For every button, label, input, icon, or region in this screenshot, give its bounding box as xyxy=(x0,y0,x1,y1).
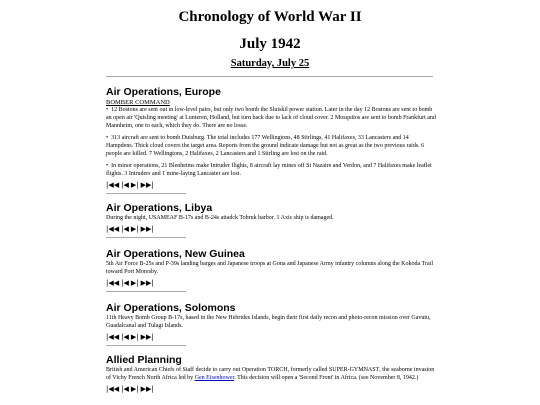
next-icon[interactable]: ▶| xyxy=(130,181,139,189)
bullet-icon: • xyxy=(106,163,109,169)
section-solomons xyxy=(106,302,436,346)
operation-name: SUPER-GYMNAST xyxy=(328,367,380,373)
operation-name: TORCH xyxy=(267,367,288,373)
prev-icon[interactable]: |◀ xyxy=(121,279,129,287)
paragraph: • In minor operations, 21 Blenheims make Intruder flights, 8 aircraft lay mines off St Nazaire and Verdon, and 7 Halifaxes make leaflet flights. 3 Intruders and 1 mine-laying Lancaster are lost. xyxy=(106,163,432,177)
bullet-icon: • xyxy=(106,107,109,113)
section-allied-planning xyxy=(106,354,436,393)
section-heading: Air Operations, Europe xyxy=(106,86,221,98)
next-icon[interactable]: ▶| xyxy=(130,225,139,233)
section-heading: Allied Planning xyxy=(106,354,182,366)
prev-icon[interactable]: |◀ xyxy=(121,385,129,393)
page-title: Chronology of World War II xyxy=(178,9,362,25)
section-europe xyxy=(106,86,436,194)
nav-bar xyxy=(106,181,436,189)
date-title: Saturday, July 25 xyxy=(230,58,310,69)
next-icon[interactable]: ▶| xyxy=(130,279,139,287)
prev-icon[interactable]: |◀ xyxy=(121,225,129,233)
last-icon[interactable]: ▶▶| xyxy=(140,279,154,287)
section-divider xyxy=(106,237,186,238)
section-subheading: BOMBER COMMAND xyxy=(106,99,170,106)
last-icon[interactable]: ▶▶| xyxy=(140,225,154,233)
section-divider xyxy=(106,345,186,346)
last-icon[interactable]: ▶▶| xyxy=(140,333,154,341)
paragraph: • 313 aircraft are sent to bomb Duisburg. The total includes 177 Wellingtons, 48 Stirlings, 41 Halifaxes, 33 Lancasters and 14 Hampdens. Thick cloud covers the target area. Reports from the ground indicate damage but not as great as the two previous raids. 6 people are killed. 7 Wellingtons, 2 Halifaxes, 2 Lancasters and 1 Stirling are lost on the raid. xyxy=(106,135,425,157)
next-icon[interactable]: ▶| xyxy=(130,333,139,341)
first-icon[interactable]: |◀◀ xyxy=(106,181,120,189)
paragraph: British and American Chiefs of Staff decide to carry out Operation TORCH, formerly called SUPER-GYMNAST, the seaborne invasion of Vichy French North Africa led by Gen Eisenhower. This decision will open a 'Second Front' in Africa. (see November 8, 1942.) xyxy=(106,367,435,381)
paragraph: 11th Heavy Bomb Group B-17s, based in the New Hebrides Islands, begin their first daily recon and photo-recon mission over Gavutu, Guadalcanal and Tulagi Islands. xyxy=(106,315,431,329)
paragraph: 5th Air Force B-25s and P-39s landing barges and Japanese troops at Gona and Japanese Army infantry columns along the Kokoda Trail toward Port Moresby. xyxy=(106,261,433,275)
last-icon[interactable]: ▶▶| xyxy=(140,181,154,189)
eisenhower-link[interactable]: Gen Eisenhower xyxy=(194,375,235,381)
nav-bar xyxy=(106,279,436,287)
section-divider xyxy=(106,291,186,292)
first-icon[interactable]: |◀◀ xyxy=(106,385,120,393)
paragraph: • 12 Bostons are sent out in low-level pairs, but only two bomb the Sluiskil power station. Later in the day 12 Bostons are sent to bomb an open air 'Quisling meeting' at Lunteren, Holland, but turn back due to lack of cloud cover. 2 Mosquitos are sent to bomb Frankfurt and Mannheim, one to each, which they do. There are no losse. xyxy=(106,107,436,129)
section-heading: Air Operations, Solomons xyxy=(106,302,236,314)
top-divider xyxy=(106,76,433,77)
nav-bar xyxy=(106,385,436,393)
section-heading: Air Operations, Libya xyxy=(106,202,213,214)
last-icon[interactable]: ▶▶| xyxy=(140,385,154,393)
bullet-icon: • xyxy=(106,135,109,141)
paragraph: During the night, USAMEAF B-17s and B-24s attadck Tobruk harbor. 1 Axis ship is damaged. xyxy=(106,215,334,221)
section-divider xyxy=(106,193,186,194)
first-icon[interactable]: |◀◀ xyxy=(106,225,120,233)
section-new-guinea xyxy=(106,248,436,292)
prev-icon[interactable]: |◀ xyxy=(121,181,129,189)
section-heading: Air Operations, New Guinea xyxy=(106,248,245,260)
nav-bar xyxy=(106,333,436,341)
nav-bar xyxy=(106,225,436,233)
prev-icon[interactable]: |◀ xyxy=(121,333,129,341)
next-icon[interactable]: ▶| xyxy=(130,385,139,393)
first-icon[interactable]: |◀◀ xyxy=(106,279,120,287)
month-title: July 1942 xyxy=(239,36,301,52)
section-libya xyxy=(106,202,436,238)
first-icon[interactable]: |◀◀ xyxy=(106,333,120,341)
